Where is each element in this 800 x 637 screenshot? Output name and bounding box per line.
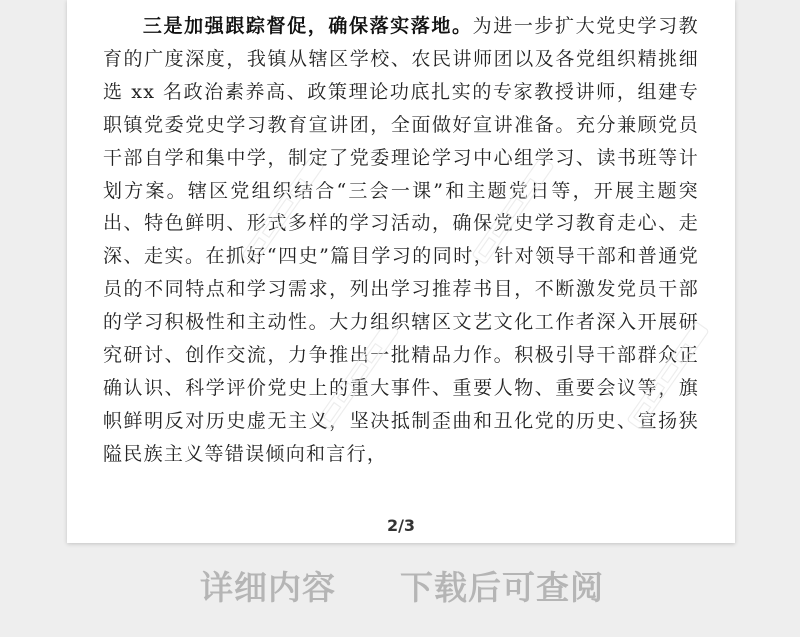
paragraph-body: 为进一步扩大党史学习教育的广度深度，我镇从辖区学校、农民讲师团以及各党组织精挑细选 xx 名政治素养高、政策理论功底扎实的专家教授讲师，组建专职镇党委党史学习教育宣讲团，全面做好宣讲准备。充分兼顾党员干部自学和集中学，制定了党委理论学习中心组学习、读书班等计划方案。辖区党组织结合“三会一课”和主题党日等，开展主题突出、特色鲜明、形式多样的学习活动，确保党史学习教育走心、走深、走实。在抓好“四史”篇目学习的同时，针对领导干部和普通党员的不同特点和学习需求，列出学习推荐书目，不断激发党员干部的学习积极性和主动性。大力组织辖区文艺文化工作者深入开展研究研讨、创作交流，力争推出一批精品力作。积极引导干部群众正确认识、科学评价党史上的重大事件、重要人物、重要会议等，旗帜鲜明反对历史虚无主义，坚决抵制歪曲和丑化党的历史、宣扬狭隘民族主义等错误倾向和言行， xyxy=(103,15,699,465)
page-number: 2/3 xyxy=(386,516,416,535)
download-link[interactable]: 下载后可查阅 xyxy=(400,568,604,607)
paragraph-lead: 三是加强跟踪督促，确保落实落地。 xyxy=(142,15,473,37)
details-link[interactable]: 详细内容 xyxy=(200,568,336,607)
download-prompt-bar xyxy=(0,562,800,608)
document-page xyxy=(67,0,735,543)
document-paragraph xyxy=(103,10,699,471)
